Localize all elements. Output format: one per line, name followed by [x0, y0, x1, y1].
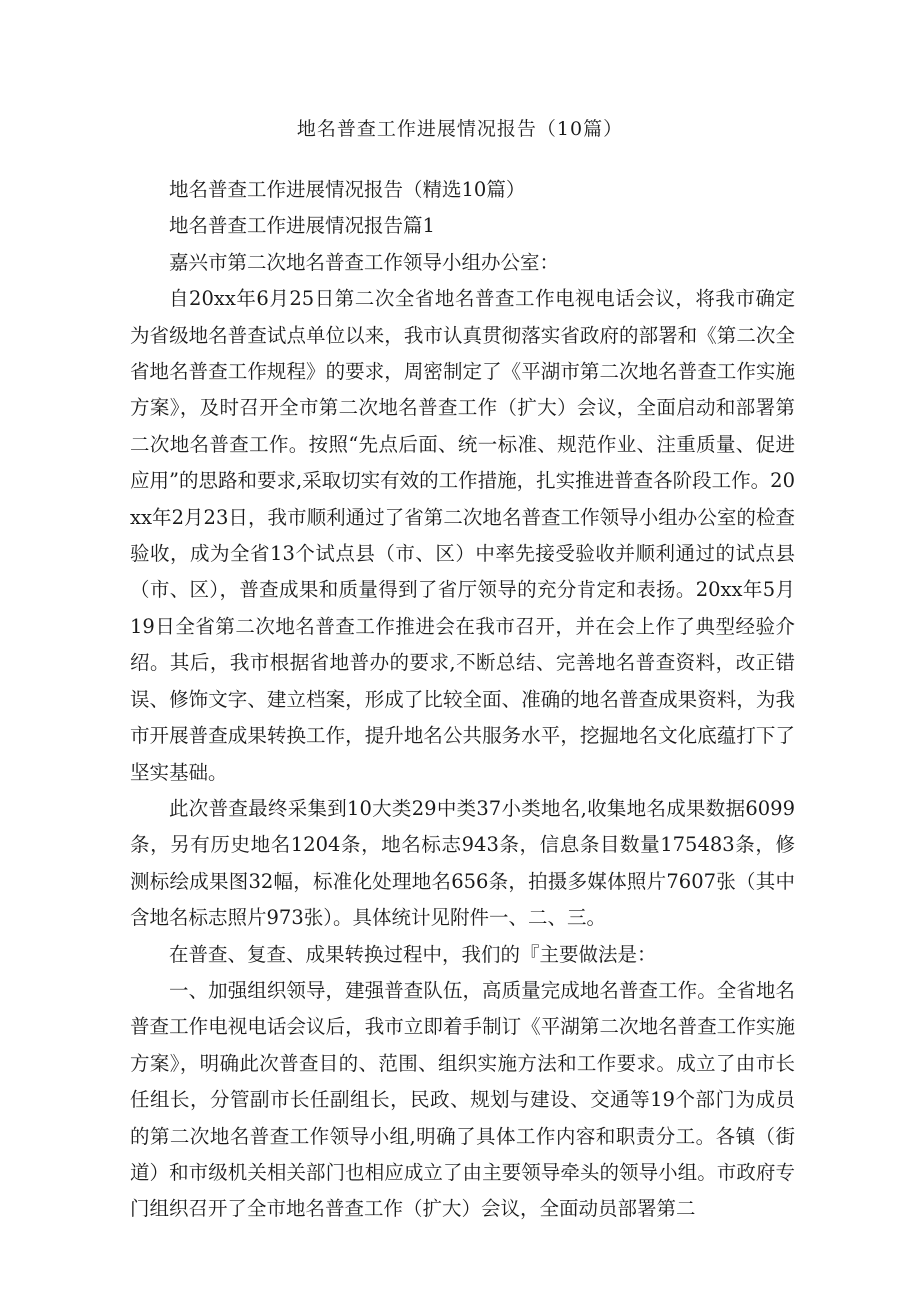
document-body — [130, 172, 795, 1228]
body-paragraph: 一、加强组织领导，建强普查队伍，高质量完成地名普查工作。全省地名普查工作电视电话会议后，我市立即着手制订《平湖第二次地名普查工作实施方案》，明确此次普查目的、范围、组织实施方法和工作要求。成立了由市长任组长，分管副市长任副组长，民政、规划与建设、交通等19个部门为成员的第二次地名普查工作领导小组,明确了具体工作内容和职责分工。各镇（街道）和市级机关相关部门也相应成立了由主要领导牵头的领导小组。市政府专门组织召开了全市地名普查工作（扩大）会议，全面动员部署第二 — [130, 978, 795, 1221]
body-paragraph: 此次普查最终采集到10大类29中类37小类地名,收集地名成果数据6099条，另有历史地名1204条，地名标志943条，信息条目数量175483条，修测标绘成果图32幅，标准化处理地名656条，拍摄多媒体照片7607张（其中含地名标志照片973张）。具体统计见附件一、二、三。 — [130, 796, 795, 930]
document-title: 地名普查工作进展情况报告（10篇） — [296, 118, 624, 140]
section-heading: 地名普查工作进展情况报告篇1 — [169, 214, 435, 238]
body-paragraph: 自20xx年6月25日第二次全省地名普查工作电视电话会议，将我市确定为省级地名普查试点单位以来，我市认真贯彻落实省政府的部署和《第二次全省地名普查工作规程》的要求，周密制定了《平湖市第二次地名普查工作实施方案》，及时召开全市第二次地名普查工作（扩大）会议，全面启动和部署第二次地名普查工作。按照“先点后面、统一标准、规范作业、注重质量、促进应用”的思路和要求,采取切实有效的工作措施，扎实推进普查各阶段工作。20xx年2月23日，我市顺利通过了省第二次地名普查工作领导小组办公室的检查验收，成为全省13个试点县（市、区）中率先接受验收并顺利通过的试点县（市、区），普查成果和质量得到了省厅领导的充分肯定和表扬。20xx年5月19日全省第二次地名普查工作推进会在我市召开，并在会上作了典型经验介绍。其后，我市根据省地普办的要求,不断总结、完善地名普查资料，改正错误、修饰文字、建立档案，形成了比较全面、准确的地名普查成果资料，为我市开展普查成果转换工作，提升地名公共服务水平，挖掘地名文化底蕴打下了坚实基础。 — [130, 287, 795, 784]
subtitle-paragraph: 地名普查工作进展情况报告（精选10篇） — [169, 178, 526, 201]
body-paragraph: 在普查、复查、成果转换过程中，我们的『主要做法是： — [169, 942, 657, 966]
salutation-paragraph: 嘉兴市第二次地名普查工作领导小组办公室： — [169, 250, 560, 274]
